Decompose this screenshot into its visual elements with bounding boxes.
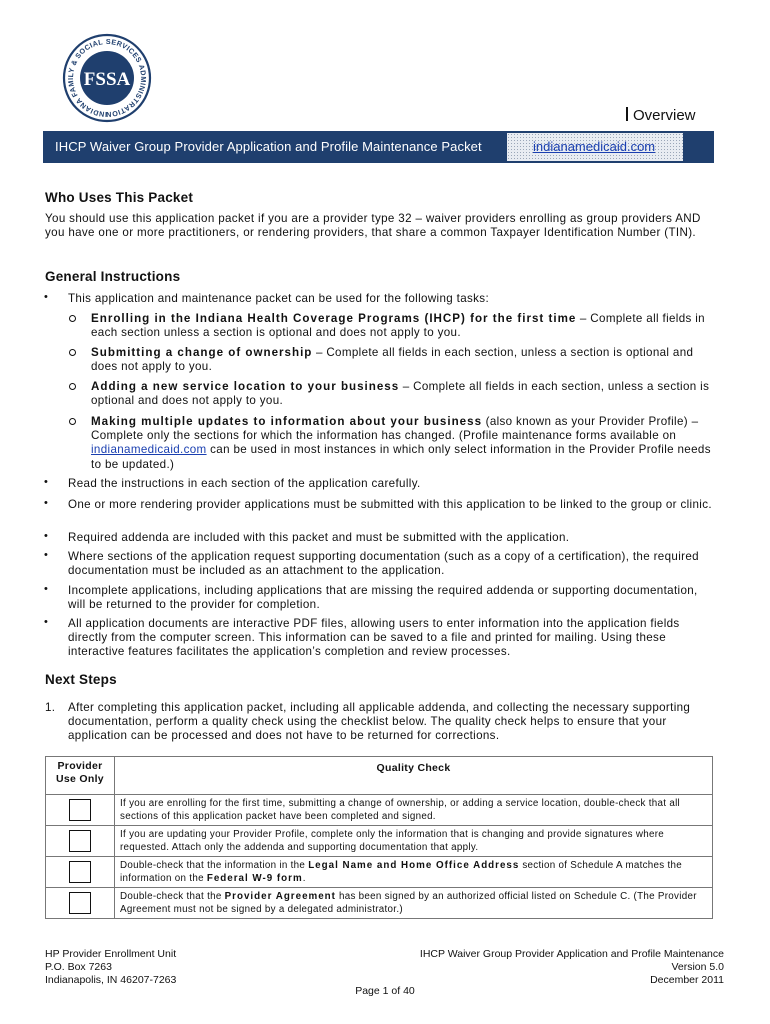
general-bullet-3: Required addenda are included with this packet and must be submitted with the application. [68, 531, 570, 544]
sub-item-4-text-a: (also known as your Provider Profile) – Complete only the sections for which the information has changed. (Profile maintenance forms available on [91, 415, 699, 443]
check-text-3-b: Legal Name and Home Office Address [308, 860, 520, 871]
table-row [46, 857, 713, 888]
checkbox-3[interactable] [69, 861, 91, 883]
footer-right-line-3: December 2011 [650, 974, 724, 986]
sub-item-2-bold: Submitting a change of ownership [91, 346, 313, 359]
bullet-dot: • [44, 476, 48, 488]
check-text-3-e: . [302, 872, 306, 884]
section-label [626, 107, 696, 124]
check-text-3-c: section of Schedule A matches the information on the [120, 860, 683, 884]
table-header-row [46, 757, 713, 795]
sub-item-4-text-b: can be used in most instances in which only select information in the Provider Profile needs to be updated.) [91, 443, 711, 471]
footer-left-line-3: Indianapolis, IN 46207-7263 [45, 974, 177, 986]
general-bullet-2: One or more rendering provider applications must be submitted with this application to be linked to the group or clinic. [68, 498, 712, 511]
sub-bullet [69, 418, 76, 425]
check-text-3 [115, 857, 713, 888]
indianamedicaid-link[interactable]: indianamedicaid.com [533, 139, 656, 154]
sub-item-1 [91, 312, 715, 340]
who-text: You should use this application packet if you are a provider type 32 – waiver providers enrolling as group providers AND you have one or more practitioners, or rendering providers, that share a common Taxpayer Identification Number (TIN). [45, 212, 701, 240]
fssa-logo [62, 32, 152, 124]
table-row [46, 795, 713, 826]
check-text-4-c: has been signed by an authorized official listed on Schedule C. (The Provider Agreement must not be signed by a delegated administrator.) [120, 891, 697, 915]
check-text-4-b: Provider Agreement [224, 891, 336, 902]
sub-item-4-bold: Making multiple updates to information about your business [91, 415, 483, 428]
check-text-3-d: Federal W-9 form [206, 872, 303, 884]
bullet-dot: • [44, 497, 48, 509]
footer-right-line-2: Version 5.0 [671, 961, 724, 973]
footer-left-line-2: P.O. Box 7263 [45, 961, 112, 973]
footer-left-line-1: HP Provider Enrollment Unit [45, 948, 177, 960]
checkbox-cell [46, 795, 115, 826]
check-text-4-a: Double-check that the [120, 891, 225, 902]
table-row [46, 826, 713, 857]
bullet-dot: • [44, 549, 48, 561]
general-bullet-5: Incomplete applications, including applications that are missing the required addenda or supporting documentation, will be returned to the provider for completion. [68, 584, 698, 612]
general-bullet-1: Read the instructions in each section of the application carefully. [68, 477, 421, 490]
check-text-2: If you are updating your Provider Profile, complete only the information that is changing and provide signatures where requested. Attach only the addenda and supporting documentation that apply. [115, 826, 713, 857]
provider-use-only-header: Provider Use Only [46, 757, 115, 795]
general-bullet-6: All application documents are interactive PDF files, allowing users to enter information into the application fields directly from the computer screen. This information can be saved to a file and printed for mailing. Using these interactive features facilitates the application’s completion and review processes. [68, 617, 680, 659]
quality-check-table [45, 756, 713, 919]
quality-check-header: Quality Check [115, 757, 713, 795]
checkbox-cell [46, 888, 115, 919]
banner-link-box [507, 133, 683, 161]
check-text-1: If you are enrolling for the first time, submitting a change of ownership, or adding a service location, double-check that all sections of this application packet have been completed and signed. [115, 795, 713, 826]
section-label-text: Overview [633, 107, 696, 124]
sub-bullet [69, 315, 76, 322]
bullet-dot: • [44, 291, 48, 303]
next-step-number: 1. [45, 701, 56, 714]
who-heading: Who Uses This Packet [45, 190, 194, 205]
sub-item-1-text: – Complete all fields in each section unless a section is optional and does not apply to you. [91, 312, 705, 340]
sub-item-1-bold: Enrolling in the Indiana Health Coverage Programs (IHCP) for the first time [91, 312, 577, 325]
checkbox-2[interactable] [69, 830, 91, 852]
check-text-4 [115, 888, 713, 919]
bullet-dot: • [44, 583, 48, 595]
checkbox-4[interactable] [69, 892, 91, 914]
bullet-dot: • [44, 530, 48, 542]
general-heading: General Instructions [45, 269, 181, 284]
checkbox-cell [46, 857, 115, 888]
next-step-text: After completing this application packet, including all applicable addenda, and collecting the necessary supporting documentation, perform a quality check using the checklist below. The quality check helps to ensure that your application can be processed and does not have to be returned for corrections. [68, 701, 691, 743]
checkbox-1[interactable] [69, 799, 91, 821]
sub-item-3 [91, 380, 715, 408]
general-intro: This application and maintenance packet can be used for the following tasks: [68, 292, 490, 305]
footer-doc-info [420, 948, 724, 987]
sub-item-3-text: – Complete all fields in each section, unless a section is optional and does not apply to you. [91, 380, 710, 408]
sub-bullet [69, 383, 76, 390]
bullet-dot: • [44, 616, 48, 628]
banner-title: IHCP Waiver Group Provider Application and Profile Maintenance Packet [55, 139, 482, 154]
footer-address [45, 948, 176, 987]
check-text-3-a: Double-check that the information in the [120, 860, 309, 871]
logo-ring-text: INDIANA FAMILY & SOCIAL SERVICES ADMINISTRATION [65, 36, 149, 120]
sub-item-2 [91, 346, 715, 374]
title-banner [43, 131, 714, 163]
logo-letters: FSSA [83, 69, 131, 90]
sub-item-2-text: – Complete all fields in each section, unless a section is optional and does not apply to you. [91, 346, 694, 374]
sub-item-3-bold: Adding a new service location to your business [91, 380, 400, 393]
indianamedicaid-inline-link[interactable]: indianamedicaid.com [91, 443, 207, 457]
page-number: Page 1 of 40 [355, 985, 415, 997]
sub-bullet [69, 349, 76, 356]
general-bullet-4: Where sections of the application request supporting documentation (such as a copy of a certification), the required documentation must be included as an attachment to the application. [68, 550, 699, 578]
table-row [46, 888, 713, 919]
sub-item-4 [91, 415, 715, 472]
footer-right-line-1: IHCP Waiver Group Provider Application and Profile Maintenance [419, 948, 724, 960]
section-divider [626, 107, 628, 121]
next-steps-heading: Next Steps [45, 672, 117, 687]
checkbox-cell [46, 826, 115, 857]
